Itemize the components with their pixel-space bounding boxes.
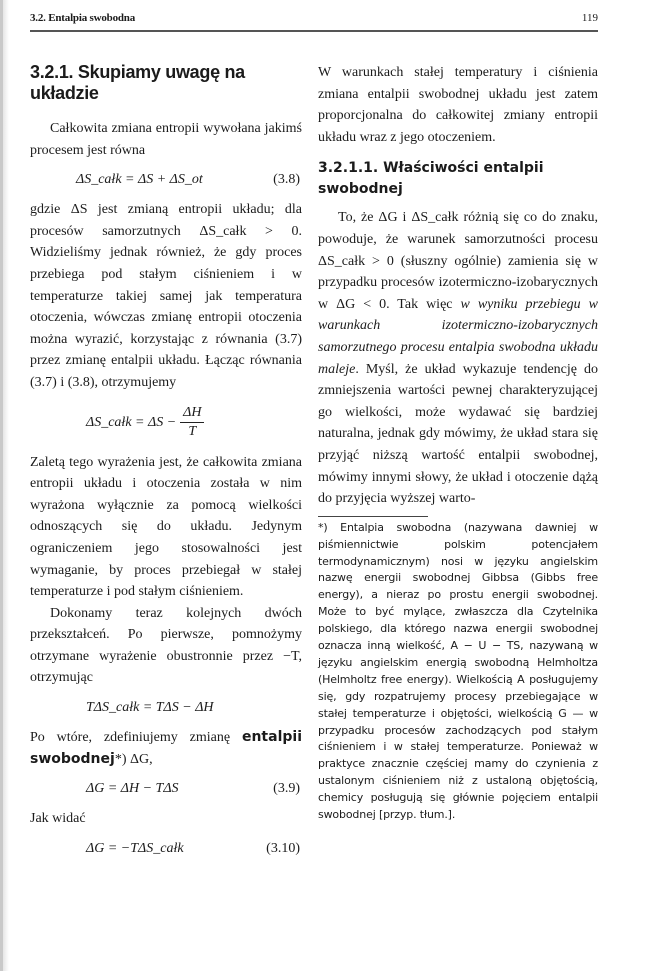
equation-3-9-number: (3.9) [273,781,300,797]
term-entalpia-swobodna: entalpii swobodnej [30,729,302,767]
equation-3-10-body: ΔG = −TΔS_całk [86,840,184,856]
paragraph-2-tail: . Myśl, że układ wykazuje tendencję do zmniejszenia wartości pewnej charakteryzującej go wielkości, może wydawać się bardziej naturalna, jednak gdy mówimy, że układ stara się przyjąć niższą wartość entalpii swobodnej, mówimy innymi słowy, że układ i otoczenie dążą do przyjęcia wyższej warto- [318,361,598,507]
equation-multiplied [30,689,302,727]
equation-3-8-number: (3.8) [273,172,300,188]
equation-3-10 [30,830,302,868]
fraction-denominator: T [188,423,197,439]
equation-3-9 [30,770,302,808]
right-paragraph-2 [318,207,598,509]
section-title: 3.2.1. Skupiamy uwagę na układzie [30,62,245,103]
paragraph-2-text: To, że ΔG i ΔS_całk różnią się co do znaku, powoduje, że warunek samorzutności procesu ΔS_całk > 0 (słuszny ogólnie) zamienia się w przypadku procesów izotermiczno-izobarycznych w ΔG < 0. Tak więc [318,210,598,312]
book-spine-edge [0,0,3,971]
right-paragraph-1: W warunkach stałej temperatury i ciśnienia zmiana entalpii swobodnej układu jest zatem proporcjonalna do całkowitej zmiany entropii układu wraz z jego otoczeniem. [318,65,598,145]
subsection-title: 3.2.1.1. Właściwości entalpii swobodnej [318,160,544,198]
equation-3-8 [30,161,302,199]
footnote-rule [318,516,428,517]
header-section: 3.2. Entalpia swobodna [30,12,136,24]
left-paragraph-4: Dokonamy teraz kolejnych dwóch przekształceń. Po pierwsze, pomnożymy otrzymane wyrażenie obustronnie przez −T, otrzymując [30,605,302,686]
equation-multiplied-body: TΔS_całk = TΔS − ΔH [86,700,214,716]
left-paragraph-1: Całkowita zmiana entropii wywołana jakimś procesem jest równa [30,121,302,158]
left-column [30,62,302,868]
paragraph-5-tail: *) ΔG, [114,751,153,767]
left-paragraph-3: Zaletą tego wyrażenia jest, że całkowita zmiana entropii układu i otoczenia została w nim wyrażona wyłącznie za pomocą wielkości odnoszących się do układu. Jedynym ograniczeniem jego stosowalności jest wymaganie, by proces przebiegał w stałej temperaturze i pod stałym ciśnieniem. [30,454,302,600]
footnote: *) Entalpia swobodna (nazywana dawniej w piśmiennictwie polskim potencjałem termodynamicznym) nosi w języku angielskim nazwę energii swobodnej Gibbsa (Gibbs free energy), a nieraz po prostu energii swobodnej. Może to być mylące, zwłaszcza dla Czytelnika polskiego, dla którego nazwa energii swobodnej oznacza inną wielkość, A − U − TS, nazywaną w języku angielskim energią swobodną Helmholtza (Helmholtz free energy). Wielkością A posługujemy się, gdy rozpatrujemy procesy przebiegające w stałej temperaturze i objętości, wielkością G — w przypadku procesów zachodzących pod stałym ciśnieniem i w stałej temperaturze. Ponieważ w praktyce znacznie częściej mamy do czynienia z ustalonym ciśnieniem niż z ustaloną objętością, chemicy posługują się głównie pojęciem entalpii swobodnej [przyp. tłum.]. [318,520,598,822]
fraction-numerator: ΔH [180,404,204,423]
right-column [318,62,598,824]
header-rule [30,30,598,32]
equation-entropy-enthalpy [30,394,302,452]
equation-3-10-number: (3.10) [266,840,300,856]
paragraph-5-text: Po wtóre, zdefiniujemy zmianę [30,730,242,746]
left-paragraph-5 [30,727,302,770]
left-paragraph-6: Jak widać [30,811,86,827]
emphasis-statement: w wyniku przebiegu w warunkach izotermiczno-izobarycznych samorzutnego procesu entalpia swobodna układu maleje [318,296,598,377]
equation-lhs: ΔS_całk = ΔS − [86,414,177,430]
left-paragraph-2: gdzie ΔS jest zmianą entropii układu; dla procesów samorzutnych ΔS_całk > 0. Widzieliśmy jednak również, że gdy proces przebiega pod stałym ciśnieniem i w temperaturze takiej samej jak temperatura otoczenia, wówczas zmianę entropii otoczenia można wyrazić, korzystając z równania (3.7) przez zmianę entalpii układu. Łącząc równania (3.7) i (3.8), otrzymujemy [30,202,302,390]
fraction [180,404,204,441]
page-number: 119 [581,12,598,24]
equation-3-9-body: ΔG = ΔH − TΔS [86,781,179,797]
running-header [30,12,598,28]
equation-3-8-body: ΔS_całk = ΔS + ΔS_ot [76,172,203,188]
